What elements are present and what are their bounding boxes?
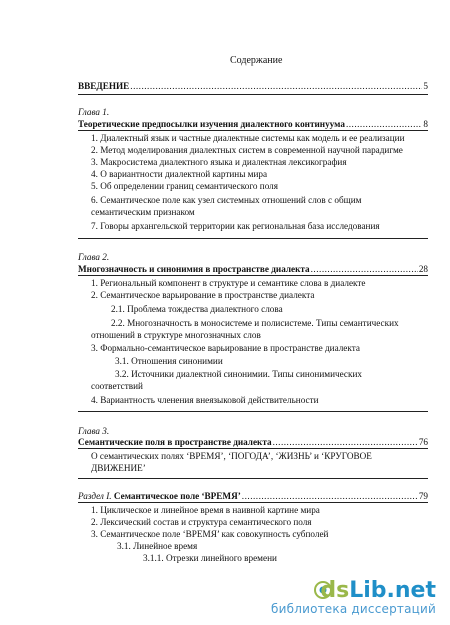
chapter-3-heading: Глава 3. <box>78 426 110 436</box>
toc-entry-label: Теоретические предпосылки изучения диалектного континуума <box>78 119 345 129</box>
toc-subentry[interactable]: 1. Региональный компонент в структуре и семантике слова в диалекте <box>91 278 366 288</box>
toc-entry-chapter-3[interactable] <box>78 437 428 448</box>
watermark-net: .net <box>386 578 436 603</box>
toc-subentry[interactable]: 7. Говоры архангельской территории как региональная база исследования <box>91 221 380 231</box>
toc-entry-label: Многозначность и синонимия в пространстве диалекта <box>78 264 310 274</box>
section-1-title: Семантическое поле ‘ВРЕМЯ’ <box>113 491 241 501</box>
toc-entry-page: 76 <box>418 437 428 447</box>
toc-subentry[interactable]: 2. Семантическое варьирование в пространстве диалекта <box>91 290 315 300</box>
toc-subentry[interactable]: 3. Макросистема диалектного языка и диалектная лексикография <box>91 157 347 167</box>
toc-leader-dots <box>273 437 418 448</box>
toc-subentry[interactable]: 3.1.1. Отрезки линейного времени <box>143 553 277 563</box>
toc-subentry[interactable]: 6. Семантическое поле как узел системных отношений слов с общим <box>91 195 362 205</box>
toc-subentry-continuation: соответствий <box>91 381 143 391</box>
watermark-ds: ds <box>320 578 350 603</box>
toc-leader-dots <box>130 81 422 92</box>
toc-entry-page: 28 <box>418 264 428 274</box>
watermark-logo-text <box>271 580 436 602</box>
divider <box>78 478 428 479</box>
toc-subentry[interactable]: 2.1. Проблема тождества диалектного слова <box>111 304 283 314</box>
toc-subentry[interactable]: 1. Циклическое и линейное время в наивной картине мира <box>91 505 320 515</box>
divider <box>78 130 428 131</box>
divider <box>78 94 428 95</box>
toc-subentry[interactable]: 3.1. Отношения синонимии <box>115 356 223 366</box>
toc-subentry-continuation: семантическим признаком <box>91 207 195 217</box>
toc-subentry[interactable]: 3. Формально-семантическое варьирование в пространстве диалекта <box>91 343 360 353</box>
toc-subentry[interactable]: 2. Лексический состав и структура семантического поля <box>91 517 312 527</box>
toc-entry-page: 5 <box>423 81 428 91</box>
toc-subentry[interactable]: 2. Метод моделирования диалектных систем в современной научной парадигме <box>91 145 403 155</box>
watermark-subtitle: библиотека диссертаций <box>271 602 436 616</box>
toc-leader-dots <box>311 264 418 275</box>
toc-entry-introduction[interactable] <box>78 81 428 92</box>
divider <box>78 275 428 276</box>
divider <box>78 502 428 503</box>
chapter-2-heading: Глава 2. <box>78 252 110 262</box>
toc-entry-page: 79 <box>418 491 428 501</box>
toc-subentry[interactable]: 3.2. Источники диалектной синонимии. Типы синонимических <box>115 369 362 379</box>
chapter-1-heading: Глава 1. <box>78 107 110 117</box>
toc-entry-chapter-2[interactable] <box>78 264 428 275</box>
toc-entry-chapter-1[interactable] <box>78 119 428 130</box>
divider <box>78 448 428 449</box>
divider <box>78 238 428 239</box>
divider <box>78 411 428 412</box>
toc-subentry[interactable]: 5. Об определении границ семантического поля <box>91 181 278 191</box>
toc-entry-page: 8 <box>423 119 428 129</box>
toc-subentry[interactable]: 4. О вариантности диалектной картины мира <box>91 169 268 179</box>
toc-subentry[interactable]: О семантических полях ‘ВРЕМЯ’, ‘ПОГОДА’, ‘ЖИЗНЬ’ и ‘КРУГОВОЕ <box>91 451 372 461</box>
toc-entry-label <box>78 491 241 502</box>
toc-entry-section-1[interactable] <box>78 491 428 502</box>
toc-leader-dots <box>346 119 422 130</box>
toc-subentry[interactable]: 3.1. Линейное время <box>117 541 198 551</box>
section-1-heading: Раздел I. <box>78 491 112 501</box>
toc-subentry-continuation: ДВИЖЕНИЕ’ <box>91 463 146 473</box>
toc-subentry[interactable]: 2.2. Многозначность в моносистеме и полисистеме. Типы семантических <box>111 318 399 328</box>
toc-entry-label: Семантические поля в пространстве диалекта <box>78 437 272 447</box>
page-title: Содержание <box>230 55 283 66</box>
watermark-lib: Lib <box>349 578 387 603</box>
toc-subentry-continuation: отношений в структуре многозначных слов <box>91 330 261 340</box>
toc-subentry[interactable]: 3. Семантическое поле ‘ВРЕМЯ’ как совокупность субполей <box>91 529 329 539</box>
toc-leader-dots <box>242 491 418 502</box>
toc-entry-label: ВВЕДЕНИЕ <box>78 81 130 91</box>
toc-subentry[interactable]: 1. Диалектный язык и частные диалектные системы как модель и ее реализации <box>91 133 405 143</box>
watermark <box>271 580 436 616</box>
toc-subentry[interactable]: 4. Вариантность членения внеязыковой действительности <box>91 395 319 405</box>
